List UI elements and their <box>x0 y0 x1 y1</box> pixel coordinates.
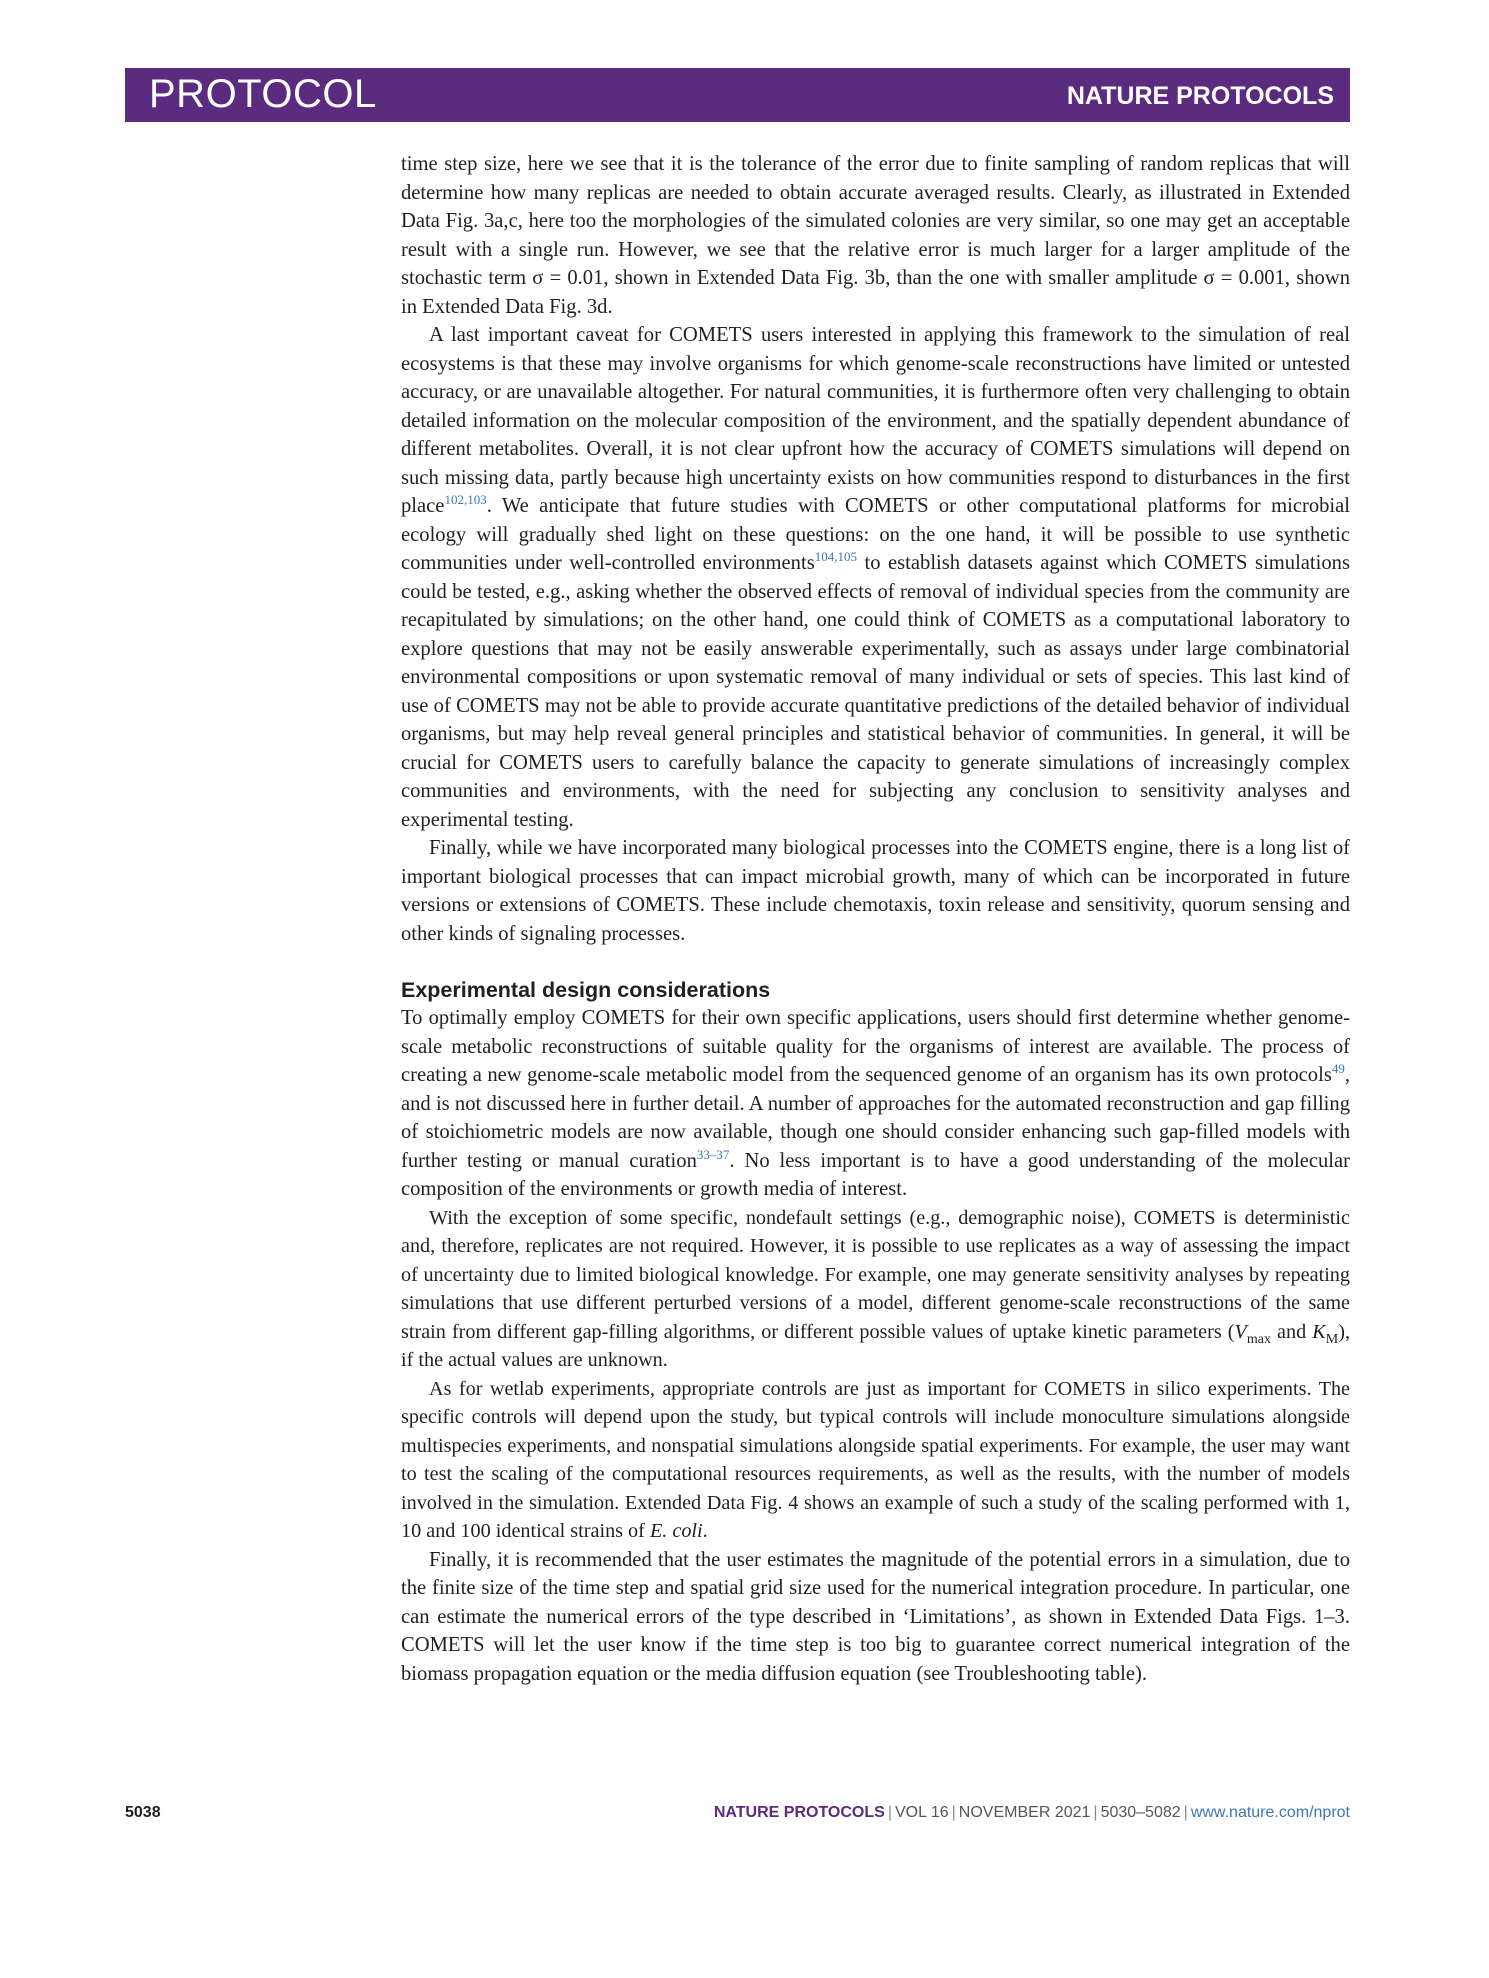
paragraph-1: time step size, here we see that it is the tolerance of the error due to finite sampling of random replicas that will determine how many replicas are needed to obtain accurate averaged results. Clearly, as illustrated in Extended Data Fig. 3a,c, here too the morphologies of the simulated colonies are very similar, so one may get an acceptable result with a single run. However, we see that the relative error is much larger for a larger amplitude of the stochastic term σ = 0.01, shown in Extended Data Fig. 3b, than the one with smaller amplitude σ = 0.001, shown in Extended Data Fig. 3d. <box>401 153 1350 318</box>
footer-separator: | <box>887 1804 892 1821</box>
page-number: 5038 <box>125 1804 161 1821</box>
paragraph-2 <box>401 321 1350 834</box>
footer-separator: | <box>1093 1804 1098 1821</box>
footer-pages: 5030–5082 <box>1100 1804 1181 1821</box>
paragraph-4-text-c: . No less important is to have a good understanding of the molecular composition of the environments or growth media of interest. <box>401 1149 1350 1200</box>
article-body <box>401 150 1350 1688</box>
paragraph-2-text-c: to establish datasets against which COMETS simulations could be tested, e.g., asking whether the observed effects of removal of individual species from the community are recapitulated by simulations; on the other hand, one could think of COMETS as a computational laboratory to explore questions that may not be easily answerable experimentally, such as assays under large combinatorial environmental compositions or upon systematic removal of many individual or sets of species. This last kind of use of COMETS may not be able to provide accurate quantitative predictions of the detailed behavior of individual organisms, but may help reveal general principles and statistical behavior of communities. In general, it will be crucial for COMETS users to carefully balance the capacity to generate simulations of increasingly complex communities and environments, with the need for subjecting any conclusion to sensitivity analyses and experimental testing. <box>401 552 1350 831</box>
paragraph-5-text-b: ), if the actual values are unknown. <box>401 1320 1350 1371</box>
footer-separator: | <box>951 1804 956 1821</box>
paragraph-2-text-b: . We anticipate that future studies with COMETS or other computational platforms for microbial ecology will gradually shed light on these questions: on the one hand, it will be possible to use synthetic communities under well-controlled environments <box>401 495 1350 574</box>
header-bar <box>125 68 1350 122</box>
paragraph-7: Finally, it is recommended that the user estimates the magnitude of the potential errors in a simulation, due to the finite size of the time step and spatial grid size used for the numerical integration procedure. In particular, one can estimate the numerical errors of the type described in ‘Limitations’, as shown in Extended Data Figs. 1–3. COMETS will let the user know if the time step is too big to guarantee correct numerical integration of the biomass propagation equation or the media diffusion equation (see Troubleshooting table). <box>401 1548 1350 1685</box>
footer-url-link[interactable]: www.nature.com/nprot <box>1190 1804 1350 1821</box>
paragraph-4-text-b: , and is not discussed here in further detail. A number of approaches for the automated reconstruction and gap filling of stoichiometric models are now available, though one should consider enhancing such gap-filled models with further testing or manual curation <box>401 1064 1350 1172</box>
footer-citation <box>714 1804 1350 1822</box>
paragraph-4 <box>401 1004 1350 1204</box>
paragraph-2-text-a: A last important caveat for COMETS users interested in applying this framework to the simulation of real ecosystems is that these may involve organisms for which genome-scale reconstructions have limited or untested accuracy, or are unavailable altogether. For natural communities, it is furthermore often very challenging to obtain detailed information on the molecular composition of the environment, and the spatially dependent abundance of different metabolites. Overall, it is not clear upfront how the accuracy of COMETS simulations will depend on such missing data, partly because high uncertainty exists on how communities respond to disturbances in the first place <box>401 324 1350 517</box>
km-subscript: M <box>1325 1331 1339 1347</box>
citation-ref[interactable]: 49 <box>1331 1061 1345 1076</box>
km-symbol: K <box>1312 1320 1326 1343</box>
header-journal-name: NATURE PROTOCOLS <box>1066 82 1334 110</box>
paragraph-5-text-a: With the exception of some specific, nondefault settings (e.g., demographic noise), COMETS is deterministic and, therefore, replicates are not required. However, it is possible to use replicates as a way of assessing the impact of uncertainty due to limited biological knowledge. For example, one may generate sensitivity analyses by repeating simulations that use different perturbed versions of a model, different genome-scale reconstructions of the same strain from different gap-filling algorithms, or different possible values of uptake kinetic parameters ( <box>401 1206 1350 1343</box>
paragraph-6 <box>401 1375 1350 1546</box>
species-name: E. coli <box>649 1520 703 1542</box>
citation-ref[interactable]: 104,105 <box>814 549 857 564</box>
vmax-subscript: max <box>1246 1331 1271 1347</box>
citation-ref[interactable]: 102,103 <box>444 492 487 507</box>
paragraph-5 <box>401 1204 1350 1375</box>
footer-date: NOVEMBER 2021 <box>958 1804 1091 1821</box>
vmax-symbol: V <box>1234 1320 1247 1343</box>
section-heading: Experimental design considerations <box>401 978 771 1002</box>
paragraph-4-text-a: To optimally employ COMETS for their own specific applications, users should first determine whether genome-scale metabolic reconstructions of suitable quality for the organisms of interest are available. The process of creating a new genome-scale metabolic model from the sequenced genome of an organism has its own protocols <box>401 1007 1350 1086</box>
citation-ref[interactable]: 33–37 <box>696 1146 730 1162</box>
header-section-label: PROTOCOL <box>149 72 377 116</box>
paragraph-6-text-b: . <box>702 1520 708 1542</box>
footer-volume: VOL 16 <box>894 1804 949 1821</box>
footer-journal: NATURE PROTOCOLS <box>713 1804 885 1821</box>
paragraph-3: Finally, while we have incorporated many biological processes into the COMETS engine, there is a long list of important biological processes that can impact microbial growth, many of which can be incorporated in future versions or extensions of COMETS. These include chemotaxis, toxin release and sensitivity, quorum sensing and other kinds of signaling processes. <box>401 837 1350 945</box>
paragraph-6-text-a: As for wetlab experiments, appropriate controls are just as important for COMETS in silico experiments. The specific controls will depend upon the study, but typical controls will include monoculture simulations alongside multispecies experiments, and nonspatial simulations alongside spatial experiments. For example, the user may want to test the scaling of the computational resources requirements, as well as the results, with the number of models involved in the simulation. Extended Data Fig. 4 shows an example of such a study of the scaling performed with 1, 10 and 100 identical strains of <box>401 1377 1350 1542</box>
and-text: and <box>1270 1320 1313 1343</box>
footer-separator: | <box>1183 1804 1188 1821</box>
